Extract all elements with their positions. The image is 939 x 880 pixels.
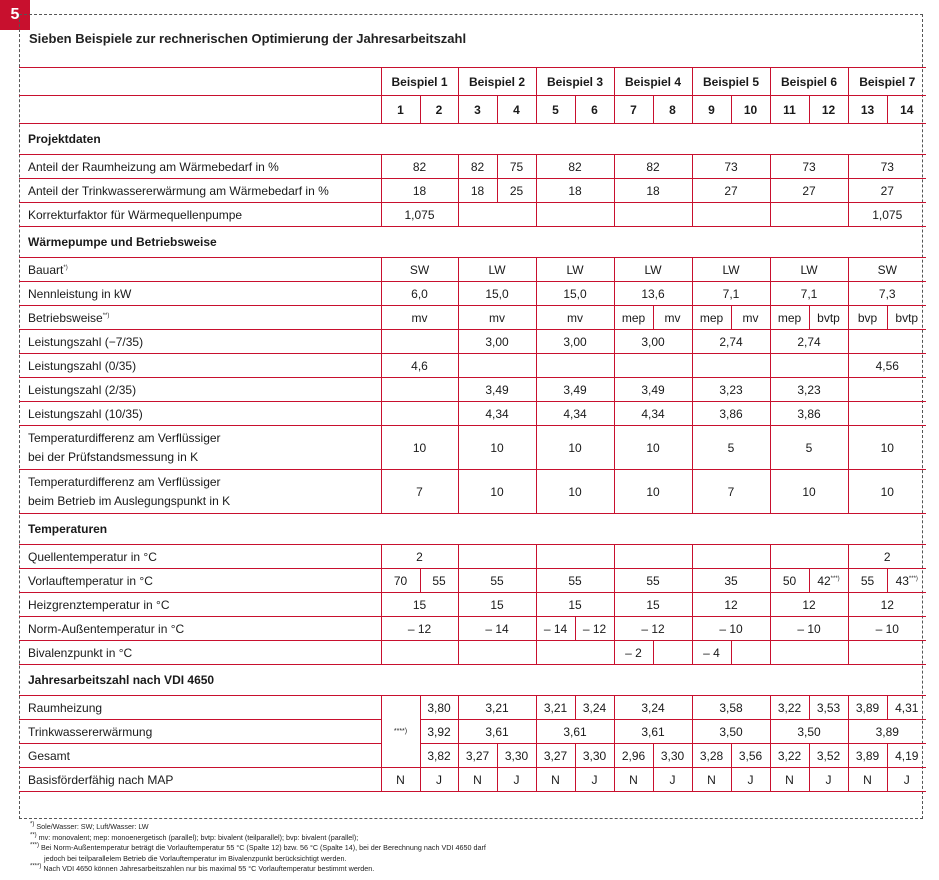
spalte-nr: 14	[887, 96, 926, 124]
header-beispiel: Beispiel 5	[692, 68, 770, 96]
section-projektdaten	[19, 124, 926, 155]
table-row: Gesamt 3,82 3,27 3,30 3,27 3,30 2,96 3,30 3,28 3,56 3,22 3,52 3,89 4,19	[19, 744, 926, 768]
footnote: ***) Bei Norm-Außentemperatur beträgt die Vorlauftemperatur 55 °C (Spalte 12) bzw. 56 °C (Spalte 14), bei der Berechnung nach VDI 4650 darf	[30, 842, 486, 852]
section-heading: Wärmepumpe und Betriebsweise	[19, 227, 926, 258]
header-row-spalten	[19, 96, 926, 124]
spalte-nr: 7	[614, 96, 653, 124]
table-row: Bauart*) SW LW LW LW LW LW SW	[19, 258, 926, 282]
table-row: Korrekturfaktor für Wärmequellenpumpe 1,075 1,075	[19, 203, 926, 227]
table-row: Anteil der Raumheizung am Wärmebedarf in % 82 82 75 82 82 73 73 73	[19, 155, 926, 179]
row-label: Betriebsweise**)	[19, 306, 381, 330]
row-label: Raumheizung	[19, 696, 381, 720]
table-row: Leistungszahl (2/35) 3,49 3,49 3,49 3,23 3,23	[19, 378, 926, 402]
spalte-nr: 2	[420, 96, 458, 124]
table-row: Leistungszahl (10/35) 4,34 4,34 4,34 3,86 3,86	[19, 402, 926, 426]
row-label: Quellentemperatur in °C	[19, 545, 381, 569]
spalte-nr: 4	[497, 96, 536, 124]
section-waermepumpe	[19, 227, 926, 258]
table-row: Nennleistung in kW 6,0 15,0 15,0 13,6 7,1 7,1 7,3	[19, 282, 926, 306]
spalte-nr: 10	[731, 96, 770, 124]
row-label: Leistungszahl (−7/35)	[19, 330, 381, 354]
row-label: Leistungszahl (2/35)	[19, 378, 381, 402]
row-label: Bivalenzpunkt in °C	[19, 641, 381, 665]
table-row: Heizgrenztemperatur in °C 15 15 15 15 12 12 12	[19, 593, 926, 617]
table-row: Anteil der Trinkwassererwärmung am Wärmebedarf in % 18 18 25 18 18 27 27 27	[19, 179, 926, 203]
table-title: Sieben Beispiele zur rechnerischen Optimierung der Jahresarbeitszahl	[29, 31, 467, 46]
table-row: Temperaturdifferenz am Verflüssiger beim Betrieb im Auslegungspunkt in K 7 10 10 10 7 10 10	[19, 470, 926, 514]
table-row: Basisförderfähig nach MAP N J N J N J N J N J N J N J	[19, 768, 926, 792]
table-row: Leistungszahl (0/35) 4,6 4,56	[19, 354, 926, 378]
row-label: Basisförderfähig nach MAP	[19, 768, 381, 792]
footnote: ****) Nach VDI 4650 können Jahresarbeitszahlen nur bis maximal 55 °C Vorlauftemperatur bestimmt werden.	[30, 863, 375, 873]
spalte-nr: 8	[653, 96, 692, 124]
table-row: Leistungszahl (−7/35) 3,00 3,00 3,00 2,74 2,74	[19, 330, 926, 354]
row-label: Temperaturdifferenz am Verflüssiger beim Betrieb im Auslegungspunkt in K	[19, 470, 381, 514]
row-label: Norm-Außentemperatur in °C	[19, 617, 381, 641]
row-label: Nennleistung in kW	[19, 282, 381, 306]
row-label: Korrekturfaktor für Wärmequellenpumpe	[19, 203, 381, 227]
row-label: Leistungszahl (0/35)	[19, 354, 381, 378]
spalte-nr: 11	[770, 96, 809, 124]
header-beispiel: Beispiel 1	[381, 68, 458, 96]
table-row: Trinkwassererwärmung 3,92 3,61 3,61 3,61 3,50 3,50 3,89	[19, 720, 926, 744]
footnotes	[30, 822, 486, 875]
spalte-nr: 3	[458, 96, 497, 124]
header-row-beispiele	[19, 68, 926, 96]
spalte-nr: 1	[381, 96, 420, 124]
spalte-nr: 13	[848, 96, 887, 124]
header-beispiel: Beispiel 3	[536, 68, 614, 96]
table-row: Bivalenzpunkt in °C – 2 – 4	[19, 641, 926, 665]
row-label: Vorlauftemperatur in °C	[19, 569, 381, 593]
header-beispiel: Beispiel 4	[614, 68, 692, 96]
footnote: *) Sole/Wasser: SW; Luft/Wasser: LW	[30, 821, 149, 831]
section-jaz	[19, 665, 926, 696]
row-label: Leistungszahl (10/35)	[19, 402, 381, 426]
footnote: jedoch bei teilparallelem Betrieb die Vorlauftemperatur im Bivalenzpunkt berücksichtigt werden.	[44, 853, 347, 863]
section-temperaturen	[19, 514, 926, 545]
section-heading: Temperaturen	[19, 514, 926, 545]
header-beispiel: Beispiel 6	[770, 68, 848, 96]
header-beispiel: Beispiel 2	[458, 68, 536, 96]
spalte-nr: 9	[692, 96, 731, 124]
row-label: Anteil der Trinkwassererwärmung am Wärmebedarf in %	[19, 179, 381, 203]
table-row: Betriebsweise**) mv mv mv mep mv mep mv mep bvtp bvp bvtp	[19, 306, 926, 330]
row-label: Temperaturdifferenz am Verflüssiger bei der Prüfstandsmessung in K	[19, 426, 381, 470]
footnote-marker: ****)	[381, 696, 420, 768]
section-heading: Jahresarbeitszahl nach VDI 4650	[19, 665, 926, 696]
comparison-table	[19, 67, 926, 792]
table-row: Temperaturdifferenz am Verflüssiger bei der Prüfstandsmessung in K 10 10 10 10 5 5 10	[19, 426, 926, 470]
row-label: Anteil der Raumheizung am Wärmebedarf in %	[19, 155, 381, 179]
table-row: Raumheizung ****) 3,80 3,21 3,21 3,24 3,24 3,58 3,22 3,53 3,89 4,31	[19, 696, 926, 720]
spalte-nr: 5	[536, 96, 575, 124]
row-label: Bauart*)	[19, 258, 381, 282]
row-label: Heizgrenztemperatur in °C	[19, 593, 381, 617]
section-heading: Projektdaten	[19, 124, 926, 155]
table-row: Vorlauftemperatur in °C 70 55 55 55 55 35 50 42***) 55 43***)	[19, 569, 926, 593]
spalte-nr: 6	[575, 96, 614, 124]
row-label: Gesamt	[19, 744, 381, 768]
table-row: Quellentemperatur in °C 2 2	[19, 545, 926, 569]
figure-number-badge: 5	[0, 0, 30, 30]
footnote: **) mv: monovalent; mep: monoenergetisch (parallel); bvtp: bivalent (teilparallel); bvp: bivalent (parallel);	[30, 832, 359, 842]
table-row: Norm-Außentemperatur in °C – 12 – 14 – 14 – 12 – 12 – 10 – 10 – 10	[19, 617, 926, 641]
spalte-nr: 12	[809, 96, 848, 124]
header-beispiel: Beispiel 7	[848, 68, 926, 96]
row-label: Trinkwassererwärmung	[19, 720, 381, 744]
